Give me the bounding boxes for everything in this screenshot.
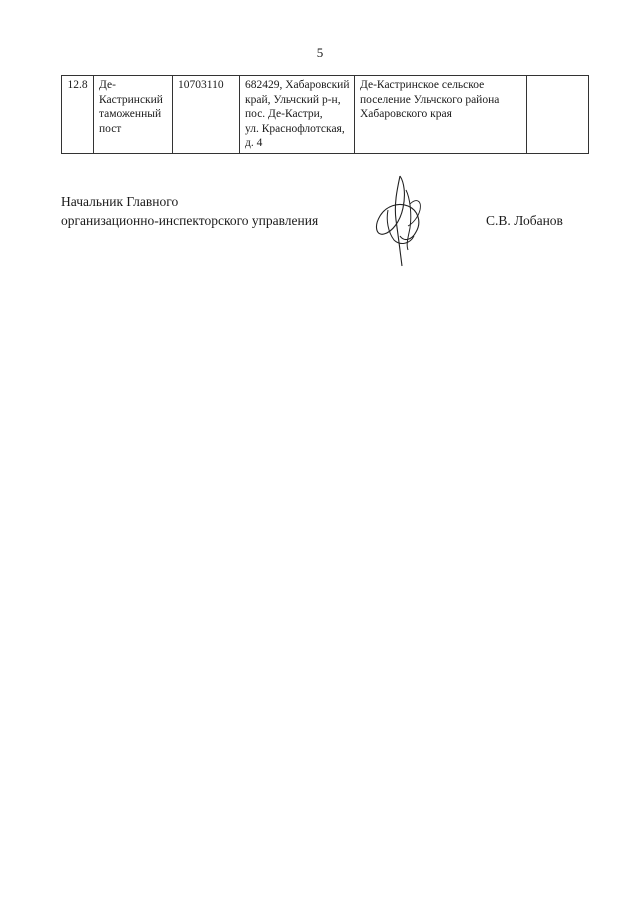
table-row	[62, 76, 589, 154]
address-line: пос. Де-Кастри,	[245, 108, 323, 120]
row-number-cell: 12.8	[62, 76, 94, 154]
address-cell	[240, 76, 355, 154]
handwritten-signature	[370, 170, 440, 268]
post-name-cell	[94, 76, 173, 154]
empty-cell	[527, 76, 589, 154]
address-line: 682429, Хабаровский	[245, 79, 350, 91]
post-name-line: Кастринский	[99, 93, 163, 106]
area-cell	[355, 76, 527, 154]
page-number: 5	[316, 45, 324, 60]
registry-table	[61, 75, 589, 154]
signer-name: С.В. Лобанов	[486, 213, 563, 228]
area-line: поселение Ульчского района	[360, 93, 500, 106]
signer-position-line-2: организационно-инспекторского управления	[61, 213, 319, 228]
area-line: Де-Кастринское сельское	[360, 79, 485, 91]
post-name-line: Де-	[99, 79, 116, 91]
address-line: край, Ульчский р-н,	[245, 93, 341, 106]
address-line: д. 4	[245, 137, 263, 149]
post-name-line: пост	[99, 122, 122, 135]
post-name-line: таможенный	[99, 108, 162, 120]
area-line: Хабаровского края	[360, 108, 452, 120]
address-line: ул. Краснофлотская,	[245, 122, 345, 135]
signer-position-line-1: Начальник Главного	[61, 194, 179, 209]
post-code-cell: 10703110	[173, 76, 240, 154]
